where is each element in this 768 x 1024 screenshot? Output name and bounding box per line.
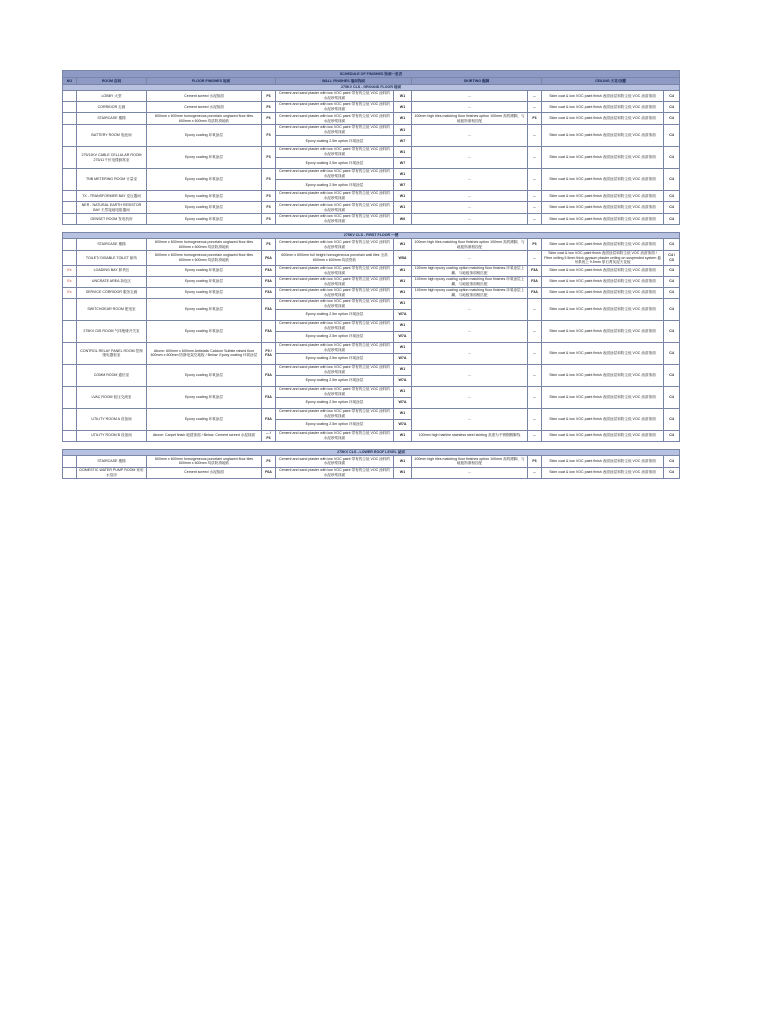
table-row [63,125,680,136]
ceiling-finish: Skim coat & low VOC paint finish 表面涂层和防尘低 VOC 油漆饰面 [542,455,664,467]
floor-finish: Epoxy coating 环氧涂层 [147,214,262,225]
skirting-code: -- [528,430,542,441]
row-no [63,467,77,478]
wall-code: W7 [394,180,412,191]
skirting-code: -- [528,102,542,113]
ceiling-code: C4 [664,276,680,287]
floor-finish: Epoxy coating 环氧涂层 [147,191,262,202]
wall-finish: Cement and sand plaster with low VOC paint 带有的尘低 VOC 涂料的水泥砂浆抹面 [276,298,394,309]
ceiling-finish: Skim coat & low VOC paint finish 表面涂层和防尘低 VOC 油漆饰面 [542,125,664,147]
schedule-title-row [63,71,680,78]
floor-code: F3A [262,408,276,430]
ceiling-code: C4 [664,364,680,386]
skirting-code: F6 [528,113,542,125]
ceiling-code: C4 [664,125,680,147]
floor-finish: 600mm x 600mm homogeneous porcelain unglazed floor tiles 600mm x 600mm 均质防滑地砖 [147,239,262,251]
floor-code: F3 [262,169,276,191]
wall-finish: Cement and sand plaster with low VOC paint 带有的尘低 VOC 涂料的水泥砂浆抹面 [276,287,394,298]
room-name: 275/11KV CABLE CELLULAR ROOM 275/11千伏电缆蜂窝室 [77,147,147,169]
table-row [63,265,680,276]
wall-code: W5A [394,251,412,266]
skirting-finish: 100mm high hairline stainless steel skirting 高度为不锈钢踢脚线 [412,430,528,441]
row-no [63,320,77,342]
room-name: UNCRATE AREA 拆包区 [77,276,147,287]
ceiling-code: C4 [664,265,680,276]
wall-code: W1 [394,239,412,251]
floor-code: -- / F6 [262,430,276,441]
floor-finish: Epoxy coating 环氧涂层 [147,147,262,169]
floor-finish: Epoxy coating 环氧涂层 [147,125,262,147]
wall-code: W1 [394,265,412,276]
ceiling-finish: Skim coat & low VOC paint finish 表面涂层和防尘低 VOC 油漆饰面 [542,408,664,430]
ceiling-code: C4 [664,467,680,478]
wall-code: W1 [394,455,412,467]
skirting-code: F6 [528,239,542,251]
floor-code: F3A [262,386,276,408]
ceiling-finish: Skim coat & low VOC paint finish 表面涂层和防尘低 VOC 油漆饰面 [542,298,664,320]
wall-code: W1 [394,430,412,441]
col-header-floor: FLOOR FINISHES 地面 [147,78,276,85]
col-header-room: ROOM 房间 [77,78,147,85]
col-header-ceiling: CEILING 天花/顶棚 [542,78,680,85]
row-no [63,386,77,408]
room-name: DOMESTIC WATER PUMP ROOM 家用水泵房 [77,467,147,478]
wall-code: W1 [394,298,412,309]
room-name: STAIRCASE 楼梯 [77,455,147,467]
floor-finish: Epoxy coating 环氧涂层 [147,202,262,214]
wall-finish: Cement and sand plaster with low VOC paint 带有的尘低 VOC 涂料的水泥砂浆抹面 [276,265,394,276]
ceiling-finish: Skim coat & low VOC paint finish 表面涂层和防尘低 VOC 油漆饰面 [542,102,664,113]
row-no [63,147,77,169]
wall-finish: Epoxy coating 2.5m option 环氧涂层 [276,353,394,364]
room-name: TOILET/ DISABLE TOILET 厕所 [77,251,147,266]
wall-code: W7A [394,419,412,430]
skirting-finish: -- [412,191,528,202]
level-label: 275KV CLS - FIRST FLOOR 一楼 [63,233,680,239]
floor-finish: 600mm x 600mm homogeneous porcelain unglazed floor tiles 600mm x 600mm 均质防滑地砖 [147,455,262,467]
floor-code: F3A [262,320,276,342]
row-no [63,298,77,320]
ceiling-code: C4 [664,202,680,214]
ceiling-code: C4 [664,455,680,467]
ceiling-code: C4 [664,287,680,298]
room-name: NER - NATURAL EARTH RESISTOR BAY 天然接地电阻器间 [77,202,147,214]
ceiling-code: C4 / C3 [664,251,680,266]
floor-code: F6 [262,113,276,125]
wall-finish: Cement and sand plaster with low VOC paint 带有的尘低 VOC 涂料的水泥砂浆抹面 [276,169,394,180]
skirting-code: -- [528,408,542,430]
table-row [63,214,680,225]
floor-code: F6A [262,251,276,266]
floor-finish: Cement screed 水泥抹面 [147,91,262,102]
ceiling-finish: Skim coat & low VOC paint finish 表面涂层和防尘低 VOC 油漆饰面 [542,113,664,125]
ceiling-finish: Skim coat & low VOC paint finish 表面涂层和防尘低 VOC 油漆饰面 [542,364,664,386]
wall-finish: Epoxy coating 2.5m option 环氧涂层 [276,375,394,386]
table-row [63,191,680,202]
wall-code: W1 [394,287,412,298]
wall-finish: Cement and sand plaster with low VOC paint 带有的尘低 VOC 涂料的水泥砂浆抹面 [276,276,394,287]
floor-code: F3 [262,202,276,214]
room-name: STAIRCASE 楼梯 [77,113,147,125]
ceiling-code: C4 [664,408,680,430]
wall-code: W1 [394,467,412,478]
floor-code: F6 [262,239,276,251]
ceiling-code: C4 [664,214,680,225]
room-name: UTILITY ROOM A 设备间 [77,408,147,430]
col-header-skirting: SKIRTING 踢脚 [412,78,542,85]
wall-code: W7 [394,136,412,147]
skirting-finish: -- [412,386,528,408]
wall-finish: Epoxy coating 2.5m option 环氧涂层 [276,331,394,342]
skirting-finish: -- [412,364,528,386]
table-row [63,287,680,298]
wall-finish: Cement and sand plaster with low VOC paint 带有的尘低 VOC 涂料的水泥砂浆抹面 [276,125,394,136]
wall-code: W1 [394,408,412,419]
floor-code: F3A [262,364,276,386]
ceiling-finish: Skim coat & low VOC paint finish 表面涂层和防尘低 VOC 油漆饰面 [542,287,664,298]
table-row [63,91,680,102]
table-row [63,113,680,125]
room-name: BATTERY ROOM 电池间 [77,125,147,147]
col-header-no: NO [63,78,77,85]
skirting-finish: -- [412,408,528,430]
ceiling-code: C4 [664,430,680,441]
floor-code: F3 [262,147,276,169]
room-name: LOADING BAY 卸货区 [77,265,147,276]
skirting-code: -- [528,191,542,202]
room-name: CONTROL RELAY PANEL ROOM 控制继电器柜室 [77,342,147,364]
wall-finish: Epoxy coating 2.5m option 环氧涂层 [276,309,394,320]
table-row [63,408,680,419]
row-no: Ex [63,287,77,298]
wall-code: W6 [394,214,412,225]
ceiling-finish: Skim coat & low VOC paint finish 表面涂层和防尘低 VOC 油漆饰面 [542,276,664,287]
section-gap [63,225,680,233]
skirting-finish: -- [412,147,528,169]
skirting-code: -- [528,386,542,408]
wall-code: W7A [394,309,412,320]
ceiling-code: C4 [664,298,680,320]
table-row [63,239,680,251]
row-no [63,214,77,225]
row-no [63,251,77,266]
floor-finish: Epoxy coating 环氧涂层 [147,364,262,386]
table-row [63,320,680,331]
wall-finish: Epoxy coating 2.5m option 环氧涂层 [276,397,394,408]
row-no [63,91,77,102]
room-name: STAIRCASE 楼梯 [77,239,147,251]
ceiling-finish: Skim coat & low VOC paint finish 表面涂层和防尘低 VOC 油漆饰面 / Fibre ceiling 9.5mm thick gypsum plaster ceiling on suspended system 悬吊系统上 9.5mm 厚石膏灰泥天花板 [542,251,664,266]
wall-code: W1 [394,191,412,202]
ceiling-code: C4 [664,342,680,364]
wall-finish: Cement and sand plaster with low VOC paint 带有的尘低 VOC 涂料的水泥砂浆抹面 [276,202,394,214]
finish-schedule-table [62,70,680,479]
room-name: UTILITY ROOM B 设备间 [77,430,147,441]
room-name: LOBBY 大堂 [77,91,147,102]
floor-finish: Cement screed 水泥抹面 [147,102,262,113]
floor-code: F3A [262,276,276,287]
wall-finish: Epoxy coating 2.5m option 环氧涂层 [276,158,394,169]
skirting-finish: -- [412,91,528,102]
table-row [63,147,680,158]
room-name: 275KV GIS ROOM 气体绝缘开关室 [77,320,147,342]
skirting-code: -- [528,467,542,478]
floor-code: F6 [262,91,276,102]
wall-finish: Epoxy coating 2.5m option 环氧涂层 [276,419,394,430]
ceiling-finish: Skim coat & low VOC paint finish 表面涂层和防尘低 VOC 油漆饰面 [542,386,664,408]
table-row [63,455,680,467]
wall-finish: Cement and sand plaster with low VOC paint 带有的尘低 VOC 涂料的水泥砂浆抹面 [276,320,394,331]
floor-finish: Epoxy coating 环氧涂层 [147,169,262,191]
floor-finish: Epoxy coating 环氧涂层 [147,386,262,408]
floor-finish: Epoxy coating 环氧涂层 [147,265,262,276]
floor-finish: Epoxy coating 环氧涂层 [147,287,262,298]
wall-finish: Cement and sand plaster with low VOC paint 带有的尘低 VOC 涂料的水泥砂浆抹面 [276,364,394,375]
level-label: 275KV CLS - GROUND FLOOR 地面 [63,85,680,91]
wall-code: W7A [394,397,412,408]
room-name: LVAC ROOM 低压交流室 [77,386,147,408]
wall-code: W7A [394,353,412,364]
table-row [63,467,680,478]
skirting-finish: -- [412,320,528,342]
wall-finish: Cement and sand plaster with low VOC paint 带有的尘低 VOC 涂料的水泥砂浆抹面 [276,239,394,251]
skirting-code: -- [528,214,542,225]
wall-code: W1 [394,364,412,375]
floor-finish: 600mm x 600mm homogeneous porcelain unglazed floor tiles 600mm x 600mm 均质防滑地砖 [147,113,262,125]
section-gap [63,441,680,449]
wall-code: W1 [394,386,412,397]
row-no [63,202,77,214]
finish-schedule-sheet [62,70,679,479]
wall-code: W1 [394,113,412,125]
floor-code: F3A [262,265,276,276]
floor-code: F9 / F3A [262,342,276,364]
table-row [63,298,680,309]
wall-code: W7A [394,331,412,342]
wall-finish: 600mm x 600mm full height homogeneous porcelain wall tiles 全高 600mm x 600mm 均质瓷砖 [276,251,394,266]
schedule-title: SCHEDULE OF FINISHES 饰面一览表 [63,71,680,78]
skirting-finish: 100mm high tiles matching floor finishes option 100mm 高的踢脚，与地板饰面相匹配 [412,113,528,125]
skirting-code: F6 [528,455,542,467]
floor-code: F6A [262,467,276,478]
ceiling-code: C4 [664,169,680,191]
room-name: GENSET ROOM 发电机房 [77,214,147,225]
row-no [63,125,77,147]
ceiling-finish: Skim coat & low VOC paint finish 表面涂层和防尘低 VOC 油漆饰面 [542,342,664,364]
wall-finish: Cement and sand plaster with low VOC paint 带有的尘低 VOC 涂料的水泥砂浆抹面 [276,430,394,441]
level-label: 275KV CLS - LOWER ROOF LEVEL 屋面 [63,449,680,455]
skirting-finish: -- [412,102,528,113]
row-no [63,455,77,467]
col-header-wall: WALL FINISHES 墙面饰面 [276,78,412,85]
ceiling-code: C4 [664,91,680,102]
skirting-finish: -- [412,298,528,320]
wall-code: W1 [394,91,412,102]
floor-finish: Above: 600mm x 600mm Antistatic Calcium Sulfate raised floor 600mm x 600mm 防静电架空地板 / Below: Epoxy coating 环氧涂层 [147,342,262,364]
room-name: SERVICE CORRIDOR 服务走廊 [77,287,147,298]
wall-finish: Cement and sand plaster with low VOC paint 带有的尘低 VOC 涂料的水泥砂浆抹面 [276,455,394,467]
floor-finish: Above: Carpet finish 地毯饰面 / Below: Cement screed 水泥抹面 [147,430,262,441]
wall-code: W1 [394,342,412,353]
row-no [63,113,77,125]
ceiling-code: C4 [664,386,680,408]
skirting-code: -- [528,342,542,364]
floor-code: F6 [262,455,276,467]
wall-finish: Cement and sand plaster with low VOC paint 带有的尘低 VOC 涂料的水泥砂浆抹面 [276,147,394,158]
section-gap-cell [63,225,680,233]
ceiling-finish: Skim coat & low VOC paint finish 表面涂层和防尘低 VOC 油漆饰面 [542,191,664,202]
wall-finish: Cement and sand plaster with low VOC paint 带有的尘低 VOC 涂料的水泥砂浆抹面 [276,113,394,125]
skirting-finish: 100mm high tiles matching floor finishes option 100mm 高的踢脚，与地板饰面相匹配 [412,239,528,251]
row-no: Ex [63,265,77,276]
room-name: COMM ROOM 通信室 [77,364,147,386]
skirting-finish: 100mm high epoxy coating option matching floor finishes 环氧涂层上翻，与地板饰面相匹配 [412,265,528,276]
skirting-finish: -- [412,467,528,478]
floor-finish: Epoxy coating 环氧涂层 [147,298,262,320]
wall-finish: Cement and sand plaster with low VOC paint 带有的尘低 VOC 涂料的水泥砂浆抹面 [276,408,394,419]
wall-code: W1 [394,202,412,214]
ceiling-code: C4 [664,113,680,125]
skirting-finish: 100mm high tiles matching floor finishes option 100mm 高的踢脚，与地板饰面相匹配 [412,455,528,467]
skirting-code: -- [528,202,542,214]
floor-code: F3A [262,287,276,298]
table-row [63,364,680,375]
wall-code: W1 [394,102,412,113]
skirting-finish: 100mm high epoxy coating option matching floor finishes 环氧涂层上翻，与地板饰面相匹配 [412,287,528,298]
room-name: TX - TRANSFORMER BAY 变压器间 [77,191,147,202]
wall-finish: Cement and sand plaster with low VOC paint 带有的尘低 VOC 涂料的水泥砂浆抹面 [276,191,394,202]
skirting-code: -- [528,251,542,266]
table-row [63,342,680,353]
table-row [63,102,680,113]
skirting-code: F3A [528,276,542,287]
skirting-code: -- [528,147,542,169]
floor-code: F6 [262,102,276,113]
table-row [63,276,680,287]
ceiling-finish: Skim coat & low VOC paint finish 表面涂层和防尘低 VOC 油漆饰面 [542,147,664,169]
floor-code: F3 [262,214,276,225]
ceiling-finish: Skim coat & low VOC paint finish 表面涂层和防尘低 VOC 油漆饰面 [542,91,664,102]
floor-finish: Cement screed 水泥抹面 [147,467,262,478]
ceiling-finish: Skim coat & low VOC paint finish 表面涂层和防尘低 VOC 油漆饰面 [542,169,664,191]
skirting-code: F3A [528,287,542,298]
wall-code: W1 [394,147,412,158]
ceiling-finish: Skim coat & low VOC paint finish 表面涂层和防尘低 VOC 油漆饰面 [542,265,664,276]
wall-finish: Epoxy coating 2.5m option 环氧涂层 [276,180,394,191]
room-name: SWITCHGEAR ROOM 配电室 [77,298,147,320]
row-no [63,169,77,191]
ceiling-finish: Skim coat & low VOC paint finish 表面涂层和防尘低 VOC 油漆饰面 [542,430,664,441]
floor-code: F3 [262,191,276,202]
skirting-finish: -- [412,125,528,147]
ceiling-finish: Skim coat & low VOC paint finish 表面涂层和防尘低 VOC 油漆饰面 [542,239,664,251]
skirting-finish: -- [412,342,528,364]
wall-code: W1 [394,169,412,180]
skirting-finish: -- [412,251,528,266]
wall-finish: Cement and sand plaster with low VOC paint 带有的尘低 VOC 涂料的水泥砂浆抹面 [276,102,394,113]
table-row [63,430,680,441]
table-row [63,202,680,214]
floor-finish: 600mm x 600mm homogeneous porcelain unglazed floor tiles 600mm x 600mm 均质防滑地砖 [147,251,262,266]
wall-finish: Cement and sand plaster with low VOC paint 带有的尘低 VOC 涂料的水泥砂浆抹面 [276,91,394,102]
row-no [63,239,77,251]
ceiling-code: C4 [664,191,680,202]
table-row [63,169,680,180]
row-no [63,102,77,113]
ceiling-code: C4 [664,320,680,342]
column-header-row [63,78,680,85]
ceiling-code: C4 [664,147,680,169]
wall-code: W1 [394,125,412,136]
wall-finish: Cement and sand plaster with low VOC paint 带有的尘低 VOC 涂料的水泥砂浆抹面 [276,342,394,353]
wall-code: W7 [394,158,412,169]
wall-finish: Cement and sand plaster with low VOC paint 带有的尘低 VOC 涂料的水泥砂浆抹面 [276,214,394,225]
ceiling-finish: Skim coat & low VOC paint finish 表面涂层和防尘低 VOC 油漆饰面 [542,467,664,478]
row-no [63,408,77,430]
skirting-finish: -- [412,202,528,214]
ceiling-finish: Skim coat & low VOC paint finish 表面涂层和防尘低 VOC 油漆饰面 [542,202,664,214]
skirting-code: -- [528,169,542,191]
floor-code: F3A [262,298,276,320]
ceiling-finish: Skim coat & low VOC paint finish 表面涂层和防尘低 VOC 油漆饰面 [542,320,664,342]
skirting-code: -- [528,320,542,342]
wall-finish: Cement and sand plaster with low VOC paint 带有的尘低 VOC 涂料的水泥砂浆抹面 [276,386,394,397]
floor-finish: Epoxy coating 环氧涂层 [147,320,262,342]
row-no [63,342,77,364]
row-no [63,364,77,386]
skirting-code: -- [528,364,542,386]
room-name: CORRIDOR 走廊 [77,102,147,113]
table-row [63,386,680,397]
skirting-code: -- [528,298,542,320]
wall-code: W7A [394,375,412,386]
skirting-finish: 100mm high epoxy coating option matching floor finishes 环氧涂层上翻，与地板饰面相匹配 [412,276,528,287]
skirting-finish: -- [412,214,528,225]
row-no: Ex [63,276,77,287]
skirting-code: -- [528,91,542,102]
row-no [63,191,77,202]
skirting-code: -- [528,125,542,147]
floor-finish: Epoxy coating 环氧涂层 [147,408,262,430]
wall-code: W1 [394,276,412,287]
wall-finish: Epoxy coating 2.5m option 环氧涂层 [276,136,394,147]
row-no [63,430,77,441]
wall-code: W1 [394,320,412,331]
ceiling-finish: Skim coat & low VOC paint finish 表面涂层和防尘低 VOC 油漆饰面 [542,214,664,225]
floor-finish: Epoxy coating 环氧涂层 [147,276,262,287]
ceiling-code: C4 [664,102,680,113]
ceiling-code: C4 [664,239,680,251]
section-gap-cell [63,441,680,449]
skirting-finish: -- [412,169,528,191]
floor-code: F3 [262,125,276,147]
wall-finish: Cement and sand plaster with low VOC paint 带有的尘低 VOC 涂料的水泥砂浆抹面 [276,467,394,478]
room-name: TNB METERING ROOM 计量室 [77,169,147,191]
table-row [63,251,680,266]
skirting-code: F3A [528,265,542,276]
